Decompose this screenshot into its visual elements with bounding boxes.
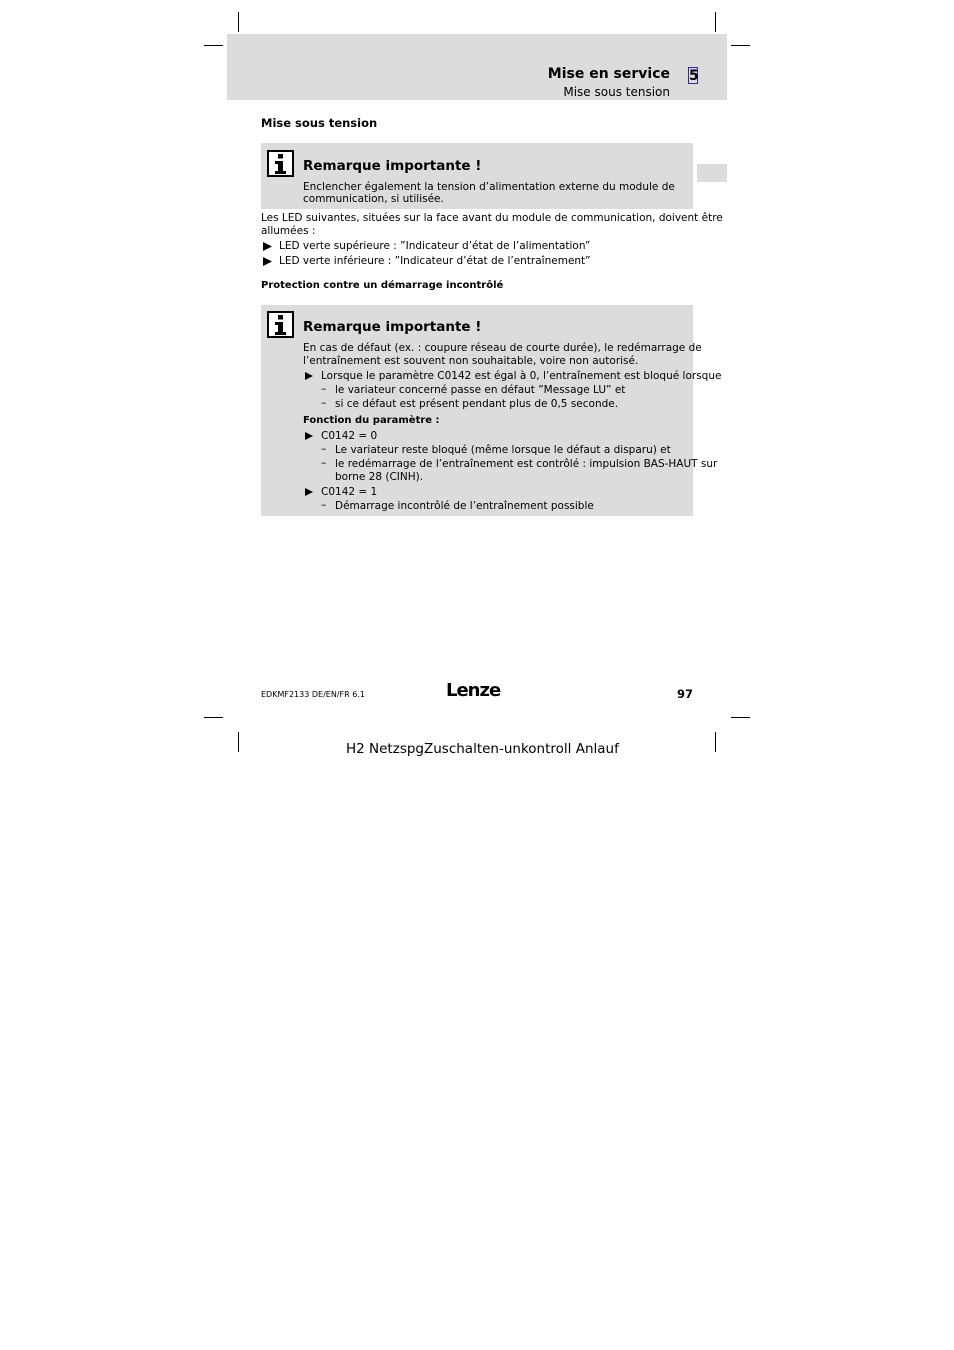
- crop-mark: [238, 732, 239, 752]
- note-text-line: En cas de défaut (ex. : coupure réseau de courte durée), le redémarrage de: [303, 342, 702, 354]
- note-title: Remarque importante !: [303, 319, 482, 335]
- crop-mark: [204, 45, 223, 46]
- dash-marker: –: [321, 499, 327, 511]
- intro-text-line: Les LED suivantes, situées sur la face avant du module de communication, doivent être: [261, 212, 723, 224]
- crop-mark: [715, 12, 716, 32]
- intro-text-line: allumées :: [261, 225, 316, 237]
- sub-list-item: le redémarrage de l’entraînement est contrôlé : impulsion BAS-HAUT sur: [335, 458, 718, 470]
- dash-marker: –: [321, 383, 327, 395]
- sub-list-item: borne 28 (CINH).: [335, 471, 424, 483]
- page-caption: H2 NetzspgZuschalten-unkontroll Anlauf: [346, 741, 619, 757]
- list-item: LED verte supérieure : ”Indicateur d’état de l’alimentation”: [279, 240, 591, 252]
- sub-list-item: si ce défaut est présent pendant plus de 0,5 seconde.: [335, 398, 619, 410]
- list-item: C0142 = 0: [321, 430, 378, 442]
- dash-marker: –: [321, 397, 327, 409]
- lenze-logo: Lenze: [446, 680, 501, 701]
- note-title: Remarque importante !: [303, 158, 482, 174]
- important-note-1: [261, 143, 693, 209]
- info-icon: [267, 311, 294, 338]
- sub-list-item: le variateur concerné passe en défaut ”Message LU” et: [335, 384, 626, 396]
- chapter-title: Mise en service: [547, 66, 670, 82]
- important-note-2: [261, 305, 722, 516]
- crop-mark: [731, 45, 750, 46]
- note-text-line: l’entraînement est souvent non souhaitable, voire non autorisé.: [303, 355, 639, 367]
- dash-marker: –: [321, 457, 327, 469]
- chapter-number[interactable]: 5: [689, 68, 699, 84]
- section-heading-protection: Protection contre un démarrage incontrôlé: [261, 280, 504, 291]
- list-item: C0142 = 1: [321, 486, 378, 498]
- sub-list-item: Démarrage incontrôlé de l’entraînement possible: [335, 500, 594, 512]
- note-text-line: Enclencher également la tension d’alimentation externe du module de: [303, 181, 675, 193]
- chapter-subtitle: Mise sous tension: [563, 85, 670, 99]
- page-number: 97: [676, 687, 693, 701]
- triangle-bullet-icon: [305, 372, 313, 380]
- triangle-bullet-icon: [305, 432, 313, 440]
- side-tab-marker: [697, 164, 727, 182]
- sub-list-item: Le variateur reste bloqué (même lorsque le défaut a disparu) et: [335, 444, 671, 456]
- crop-mark: [715, 732, 716, 752]
- note-text-line: communication, si utilisée.: [303, 193, 444, 205]
- triangle-bullet-icon: [305, 488, 313, 496]
- section-heading-power-on: Mise sous tension: [261, 116, 378, 130]
- list-item: Lorsque le paramètre C0142 est égal à 0, l’entraînement est bloqué lorsque: [321, 370, 722, 382]
- dash-marker: –: [321, 443, 327, 455]
- crop-mark: [238, 12, 239, 32]
- document-code: EDKMF2133 DE/EN/FR 6.1: [261, 690, 365, 699]
- crop-mark: [204, 717, 223, 718]
- triangle-bullet-icon: [263, 257, 272, 266]
- function-heading: Fonction du paramètre :: [303, 415, 440, 426]
- list-item: LED verte inférieure : ”Indicateur d’état de l’entraînement”: [279, 255, 591, 267]
- triangle-bullet-icon: [263, 242, 272, 251]
- crop-mark: [731, 717, 750, 718]
- info-icon: [267, 150, 294, 177]
